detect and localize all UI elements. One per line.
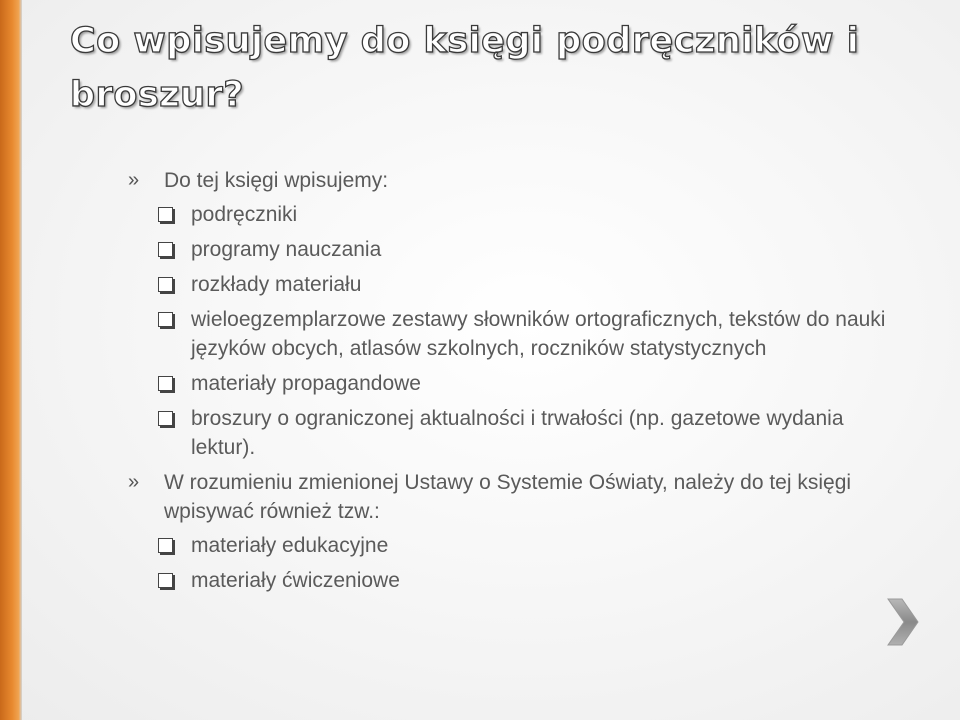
list-item xyxy=(128,270,908,299)
checkbox-bullet-icon xyxy=(158,277,173,292)
slide-title: Co wpisujemy do księgi podręczników i broszur? xyxy=(70,21,860,115)
section-text: Do tej księgi wpisujemy: xyxy=(164,169,389,192)
section-bullet xyxy=(128,468,908,526)
list-item-text: podręczniki xyxy=(191,203,298,226)
chevron-right-icon[interactable] xyxy=(886,597,920,647)
list-item-text: wieloegzemplarzowe zestawy słowników ortograficznych, tekstów do nauki języków obcych, atlasów szkolnych, roczników statystycznych xyxy=(191,308,886,360)
list-item xyxy=(128,305,908,363)
slide-content xyxy=(128,166,908,601)
list-item xyxy=(128,404,908,462)
checkbox-bullet-icon xyxy=(158,538,173,553)
list-item xyxy=(128,200,908,229)
list-item xyxy=(128,531,908,560)
list-item-text: materiały edukacyjne xyxy=(191,534,389,557)
list-item xyxy=(128,566,908,595)
list-item xyxy=(128,369,908,398)
list-item-text: programy nauczania xyxy=(191,238,382,261)
section-bullet xyxy=(128,166,908,195)
checkbox-bullet-icon xyxy=(158,376,173,391)
checkbox-bullet-icon xyxy=(158,312,173,327)
checkbox-bullet-icon xyxy=(158,573,173,588)
bullet-marker: » xyxy=(128,471,140,493)
list-item-text: rozkłady materiału xyxy=(191,273,362,296)
bullet-marker: » xyxy=(128,169,140,191)
accent-strip xyxy=(0,0,22,720)
checkbox-bullet-icon xyxy=(158,207,173,222)
section-text: W rozumieniu zmienionej Ustawy o Systemie Oświaty, należy do tej księgi wpisywać również tzw.: xyxy=(164,471,852,523)
list-item-text: materiały propagandowe xyxy=(191,372,421,395)
checkbox-bullet-icon xyxy=(158,411,173,426)
list-item-text: materiały ćwiczeniowe xyxy=(191,569,400,592)
list-item xyxy=(128,235,908,264)
checkbox-bullet-icon xyxy=(158,242,173,257)
list-item-text: broszury o ograniczonej aktualności i trwałości (np. gazetowe wydania lektur). xyxy=(191,407,844,459)
